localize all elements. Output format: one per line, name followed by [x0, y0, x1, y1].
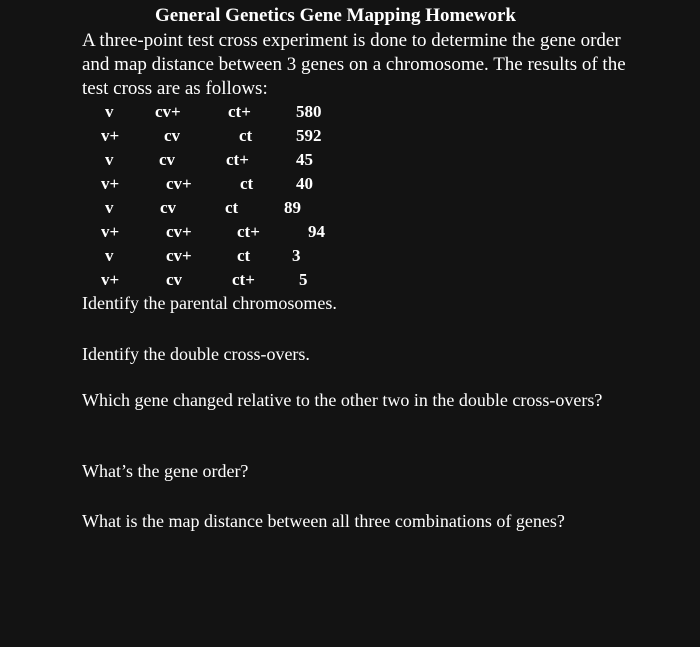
table-row: [0, 244, 700, 268]
ct-allele: ct: [240, 174, 254, 193]
v-allele: v+: [101, 270, 120, 289]
question-changed-gene: Which gene changed relative to the other two in the double cross-overs?: [82, 390, 603, 410]
cv-allele: cv+: [155, 102, 181, 121]
v-allele: v+: [101, 126, 120, 145]
cv-allele: cv: [159, 150, 176, 169]
intro-paragraph: A three-point test cross experiment is done to determine the gene order and map distance between 3 genes on a chromosome. The results of the test cross are as follows:: [82, 30, 626, 99]
table-row: [0, 172, 700, 196]
table-row: [0, 100, 700, 124]
cv-allele: cv: [166, 270, 183, 289]
ct-allele: ct+: [237, 222, 260, 241]
count: 592: [296, 126, 322, 145]
ct-allele: ct+: [226, 150, 249, 169]
ct-allele: ct: [225, 198, 239, 217]
count: 89: [284, 198, 301, 217]
count: 5: [299, 270, 308, 289]
v-allele: v+: [101, 222, 120, 241]
v-allele: v: [105, 150, 114, 169]
v-allele: v: [105, 198, 114, 217]
table-row: [0, 148, 700, 172]
table-row: [0, 220, 700, 244]
v-allele: v+: [101, 174, 120, 193]
count: 580: [296, 102, 322, 121]
table-row: [0, 268, 700, 292]
v-allele: v: [105, 102, 114, 121]
ct-allele: ct: [237, 246, 251, 265]
count: 94: [308, 222, 325, 241]
page-title: General Genetics Gene Mapping Homework: [155, 5, 516, 26]
v-allele: v: [105, 246, 114, 265]
ct-allele: ct: [239, 126, 253, 145]
count: 40: [296, 174, 313, 193]
question-map-distance: What is the map distance between all three combinations of genes?: [82, 511, 565, 531]
count: 3: [292, 246, 301, 265]
question-gene-order: What’s the gene order?: [82, 461, 249, 481]
cv-allele: cv+: [166, 246, 192, 265]
ct-allele: ct+: [232, 270, 255, 289]
ct-allele: ct+: [228, 102, 251, 121]
question-double-crossovers: Identify the double cross-overs.: [82, 344, 310, 364]
cv-allele: cv: [164, 126, 181, 145]
count: 45: [296, 150, 313, 169]
cv-allele: cv+: [166, 222, 192, 241]
cv-allele: cv: [160, 198, 177, 217]
question-parental: Identify the parental chromosomes.: [82, 293, 337, 313]
cv-allele: cv+: [166, 174, 192, 193]
table-row: [0, 124, 700, 148]
table-row: [0, 196, 700, 220]
